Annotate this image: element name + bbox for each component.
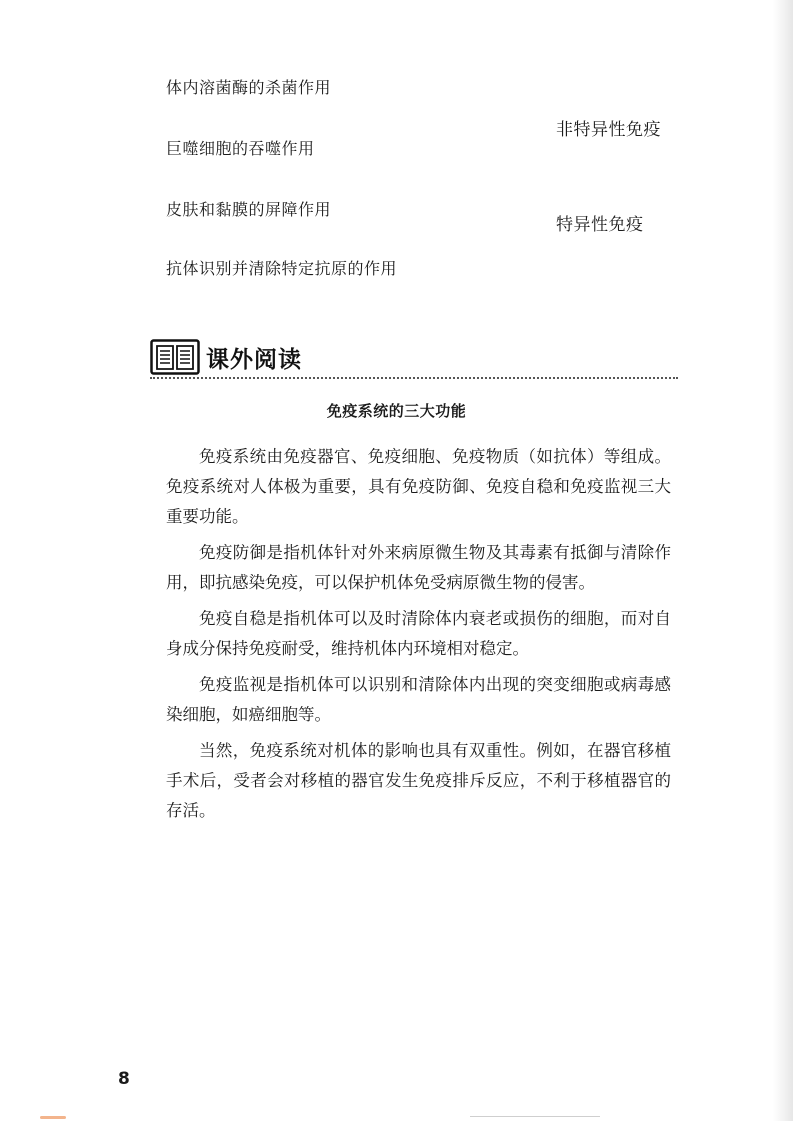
article-paragraph-4: 免疫监视是指机体可以识别和清除体内出现的突变细胞或病毒感染细胞，如癌细胞等。 — [166, 675, 671, 724]
section-header — [150, 337, 302, 377]
match-left-item-1: 体内溶菌酶的杀菌作用 — [166, 78, 332, 97]
article-body — [166, 442, 671, 832]
article-paragraph-1: 免疫系统由免疫器官、免疫细胞、免疫物质（如抗体）等组成。免疫系统对人体极为重要，具有免疫防御、免疫自稳和免疫监视三大重要功能。 — [166, 447, 671, 526]
scan-mark — [40, 1116, 66, 1119]
match-right-item-specific: 特异性免疫 — [556, 215, 644, 235]
match-right-item-nonspecific: 非特异性免疫 — [556, 120, 661, 140]
article-title: 免疫系统的三大功能 — [326, 402, 467, 420]
open-book-icon — [150, 339, 200, 375]
section-divider — [150, 377, 678, 379]
article-paragraph-2: 免疫防御是指机体针对外来病原微生物及其毒素有抵御与清除作用，即抗感染免疫，可以保护机体免受病原微生物的侵害。 — [166, 543, 671, 592]
match-left-item-2: 巨噬细胞的吞噬作用 — [166, 139, 315, 158]
section-title: 课外阅读 — [206, 346, 302, 373]
match-left-item-3: 皮肤和黏膜的屏障作用 — [166, 200, 332, 219]
matching-exercise — [0, 0, 793, 300]
page-number: 8 — [118, 1069, 130, 1089]
match-left-item-4: 抗体识别并清除特定抗原的作用 — [166, 259, 398, 278]
article-paragraph-3: 免疫自稳是指机体可以及时清除体内衰老或损伤的细胞，而对自身成分保持免疫耐受，维持机体内环境相对稳定。 — [166, 609, 671, 658]
article-paragraph-5: 当然，免疫系统对机体的影响也具有双重性。例如，在器官移植手术后，受者会对移植的器官发生免疫排斥反应，不利于移植器官的存活。 — [166, 741, 671, 820]
scan-line — [470, 1116, 600, 1117]
